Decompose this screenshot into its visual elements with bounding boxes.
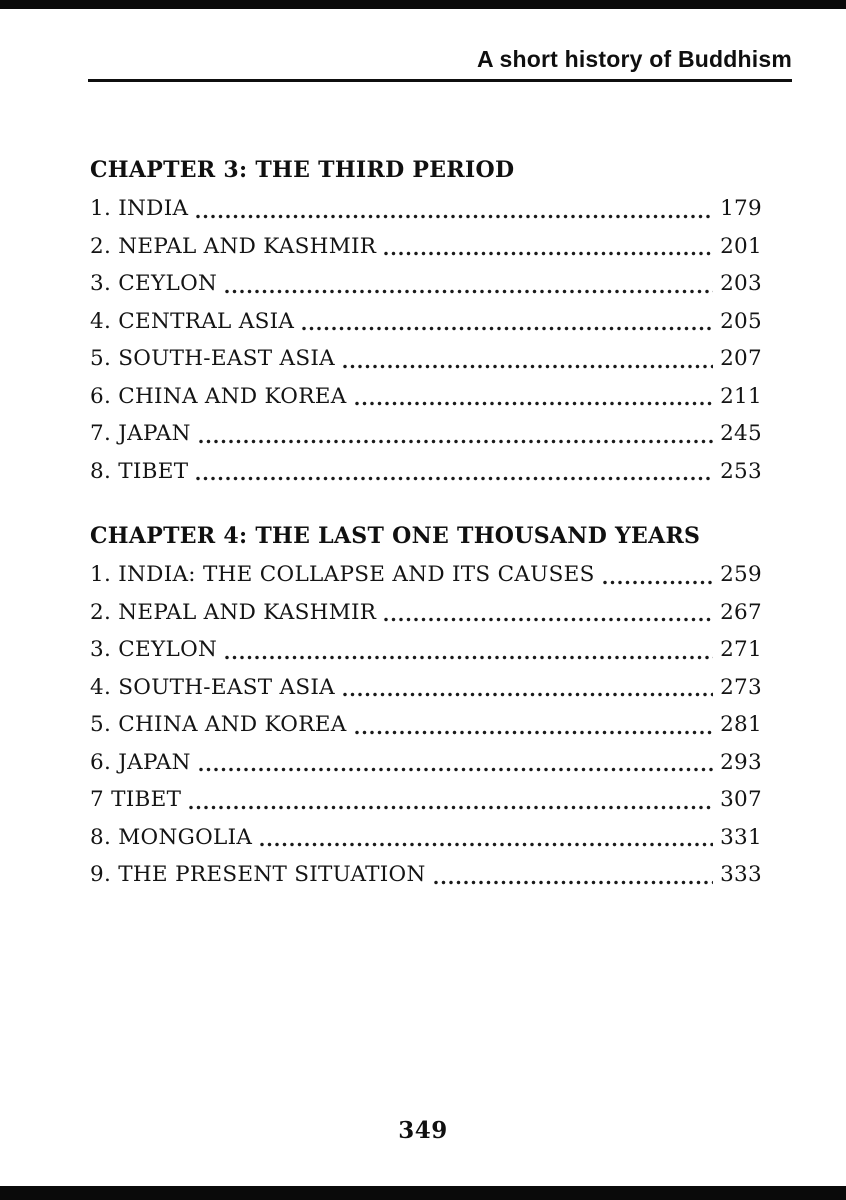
chapter-heading: CHAPTER 4: THE LAST ONE THOUSAND YEARS [90, 523, 701, 549]
toc-row [90, 706, 762, 744]
toc-page-number: 267 [720, 599, 762, 625]
toc-entry-label: 2. NEPAL AND KASHMIR [90, 599, 377, 625]
toc-page-number: 201 [720, 233, 762, 259]
toc-row [90, 228, 762, 266]
toc-entry-label: 8. MONGOLIA [90, 824, 253, 850]
dot-leader [199, 439, 713, 444]
toc-entry-label: 6. CHINA AND KOREA [90, 383, 347, 409]
toc-row [90, 819, 762, 857]
toc-page-number: 259 [720, 562, 762, 587]
toc-row [90, 190, 762, 228]
toc-row [90, 303, 762, 341]
toc-entry-label: 2. NEPAL AND KASHMIR [90, 233, 377, 259]
dot-leader [603, 580, 713, 585]
toc-entry-label: 5. CHINA AND KOREA [90, 712, 347, 737]
toc-row [90, 594, 762, 632]
dot-leader [199, 767, 713, 772]
toc-entry-label: 7 TIBET [90, 787, 182, 812]
dot-leader [355, 401, 714, 406]
toc-page-number: 245 [720, 421, 762, 446]
toc-row [90, 669, 762, 707]
page-number: 349 [398, 1117, 448, 1144]
dot-leader [260, 842, 713, 847]
toc-row [90, 631, 762, 669]
toc-page-number: 293 [720, 749, 762, 775]
toc-page-number: 273 [720, 674, 762, 700]
toc-row [90, 453, 762, 491]
toc-page-number: 281 [720, 712, 762, 737]
dot-leader [343, 692, 713, 697]
toc-entry-label: 8. TIBET [90, 458, 189, 484]
toc-page-number: 307 [720, 787, 762, 812]
table-of-contents [90, 150, 762, 894]
toc-entry-label: 4. CENTRAL ASIA [90, 308, 295, 334]
toc-row [90, 781, 762, 819]
dot-leader [384, 251, 713, 256]
toc-row [90, 856, 762, 894]
toc-page-number: 207 [720, 346, 762, 371]
toc-entry-label: 3. CEYLON [90, 271, 218, 296]
toc-page-number: 333 [720, 862, 762, 887]
toc-page-number: 271 [720, 637, 762, 662]
toc-row [90, 265, 762, 303]
dot-leader [196, 476, 713, 481]
toc-page-number: 179 [720, 196, 762, 221]
toc-row [90, 378, 762, 416]
toc-page-number: 211 [720, 383, 762, 409]
toc-page-number: 331 [720, 824, 762, 850]
dot-leader [196, 214, 713, 219]
toc-row [90, 415, 762, 453]
running-header-title: A short history of Buddhism [476, 46, 792, 72]
toc-row [90, 556, 762, 594]
toc-entry-label: 4. SOUTH-EAST ASIA [90, 674, 335, 700]
toc-page-number: 205 [720, 308, 762, 334]
dot-leader [302, 326, 713, 331]
toc-entry-label: 1. INDIA [90, 196, 189, 221]
scan-edge-bottom [0, 1186, 846, 1200]
scan-edge-top [0, 0, 846, 9]
dot-leader [343, 364, 713, 369]
toc-page-number: 203 [720, 271, 762, 296]
toc-row [90, 744, 762, 782]
page-header [88, 46, 792, 82]
toc-entry-label: 9. THE PRESENT SITUATION [90, 862, 426, 887]
toc-entry-label: 5. SOUTH-EAST ASIA [90, 346, 335, 371]
dot-leader [225, 655, 713, 660]
toc-page-number: 253 [720, 458, 762, 484]
dot-leader [355, 730, 714, 735]
dot-leader [434, 880, 713, 885]
header-rule [88, 79, 792, 82]
dot-leader [225, 289, 713, 294]
toc-row [90, 340, 762, 378]
dot-leader [189, 805, 713, 810]
chapter-heading: CHAPTER 3: THE THIRD PERIOD [90, 157, 515, 183]
toc-entry-label: 6. JAPAN [90, 749, 191, 775]
toc-entry-label: 3. CEYLON [90, 637, 218, 662]
toc-entry-label: 1. INDIA: THE COLLAPSE AND ITS CAUSES [90, 562, 595, 587]
dot-leader [384, 617, 713, 622]
toc-entry-label: 7. JAPAN [90, 421, 191, 446]
